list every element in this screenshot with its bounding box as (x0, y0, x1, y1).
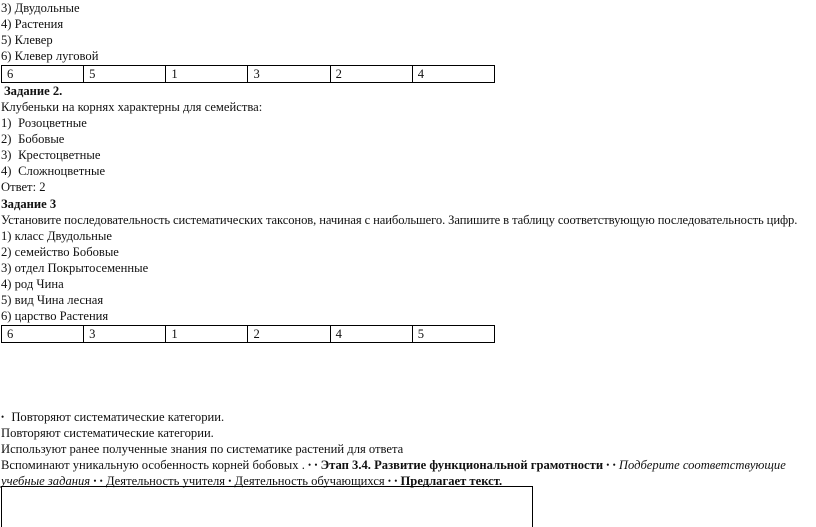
italic-note-continuation: учебные задания (1, 474, 91, 488)
students-activity-label: Деятельность обучающихся (234, 474, 385, 488)
table-cell: 5 (412, 326, 494, 343)
option-text: Бобовые (18, 132, 65, 146)
answer-table-2 (1, 325, 495, 343)
list-item: 1) класс Двудольные (1, 229, 112, 243)
table-cell: 3 (248, 66, 330, 83)
bullet-icon: • (99, 476, 103, 486)
bullet-icon: • (1, 412, 5, 422)
option-item (1, 147, 100, 163)
bullet-icon: • (228, 476, 232, 486)
table-cell: 2 (248, 326, 330, 343)
list-item: 4) Растения (1, 17, 64, 31)
list-item: 6) царство Растения (1, 309, 109, 323)
stage-heading: Этап 3.4. Развитие функциональной грамотности (320, 458, 604, 472)
activity-line: Используют ранее полученные знания по систематике растений для ответа (1, 442, 404, 456)
bullet-icon: • (606, 460, 610, 470)
task-3-heading: Задание 3 (1, 197, 57, 211)
bullet-icon: • (314, 460, 318, 470)
list-item: 3) Двудольные (1, 1, 80, 15)
activity-line (1, 457, 786, 473)
option-number: 2) (1, 132, 12, 146)
bullet-icon: • (308, 460, 312, 470)
table-cell: 6 (2, 66, 84, 83)
option-item (1, 131, 64, 147)
table-cell: 1 (166, 66, 248, 83)
activity-line (1, 409, 224, 425)
bullet-icon: • (394, 476, 398, 486)
activity-text: Повторяют систематические категории. (11, 410, 225, 424)
bullet-icon: • (93, 476, 97, 486)
list-item: 5) вид Чина лесная (1, 293, 104, 307)
offers-text: Предлагает текст. (400, 474, 503, 488)
table-cell: 5 (84, 66, 166, 83)
option-text: Крестоцветные (18, 148, 101, 162)
task-2-answer: Ответ: 2 (1, 180, 46, 194)
task-2-heading: Задание 2. (4, 84, 63, 98)
list-item: 6) Клевер луговой (1, 49, 99, 63)
list-item: 4) род Чина (1, 277, 64, 291)
italic-note: Подберите соответствующие (618, 458, 786, 472)
table-cell: 3 (84, 326, 166, 343)
list-item: 5) Клевер (1, 33, 53, 47)
activity-table-frame (1, 486, 533, 527)
table-row (2, 326, 495, 343)
option-item (1, 163, 105, 179)
option-number: 4) (1, 164, 12, 178)
activity-text: Вспоминают уникальную особенность корней бобовых . (1, 458, 305, 472)
bullet-icon: • (387, 476, 392, 486)
list-item: 2) семейство Бобовые (1, 245, 119, 259)
task-3-instruction: Установите последовательность систематических таксонов, начиная с наибольшего. Запишите в таблицу соответствующую последовательность цифр. (1, 213, 798, 227)
table-cell: 1 (166, 326, 248, 343)
task-2-question: Клубеньки на корнях характерны для семейства: (1, 100, 263, 114)
table-cell: 2 (330, 66, 412, 83)
table-cell: 4 (412, 66, 494, 83)
option-item (1, 115, 87, 131)
table-cell: 4 (330, 326, 412, 343)
option-number: 1) (1, 116, 12, 130)
answer-table-1 (1, 65, 495, 83)
option-text: Розоцветные (18, 116, 87, 130)
option-number: 3) (1, 148, 12, 162)
activity-line: Повторяют систематические категории. (1, 426, 214, 440)
table-row (2, 66, 495, 83)
teacher-activity-label: Деятельность учителя (105, 474, 226, 488)
list-item: 3) отдел Покрытосеменные (1, 261, 149, 275)
table-cell: 6 (2, 326, 84, 343)
bullet-icon: • (612, 460, 616, 470)
option-text: Сложноцветные (18, 164, 106, 178)
